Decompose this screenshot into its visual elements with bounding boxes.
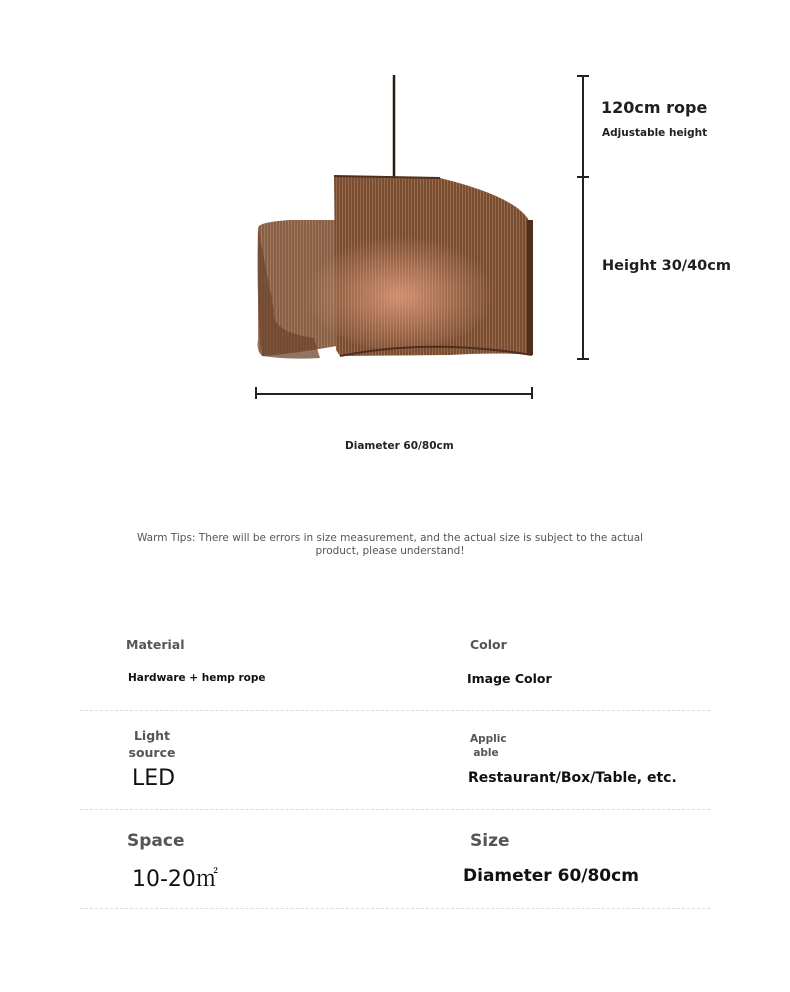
diameter-dimension-line (256, 393, 532, 395)
rope-length-label: 120cm rope (601, 98, 708, 117)
applicable-label-line2: able (473, 747, 499, 759)
rope-top-tick (577, 75, 589, 77)
diameter-left-tick (255, 387, 257, 399)
adjustable-height-label: Adjustable height (602, 127, 708, 139)
applicable-label (470, 732, 507, 760)
spec-divider-1 (80, 710, 710, 711)
applicable-value: Restaurant/Box/Table, etc. (468, 770, 677, 786)
height-dimension-line (582, 177, 584, 359)
space-label: Space (127, 831, 185, 851)
pendant-lamp-image (250, 70, 540, 370)
diameter-label: Diameter 60/80cm (345, 440, 454, 452)
light-label-line2: source (128, 745, 176, 760)
color-label: Color (470, 637, 507, 652)
light-source-value: LED (132, 766, 176, 791)
space-value: 10-20㎡ (132, 867, 218, 892)
height-label: Height 30/40cm (602, 258, 731, 274)
applicable-label-line1: Applic (470, 733, 507, 745)
rope-dimension-line (582, 76, 584, 176)
spec-divider-3 (80, 908, 710, 909)
color-value: Image Color (467, 671, 552, 686)
height-bottom-tick (577, 358, 589, 360)
warm-tips-text: Warm Tips: There will be errors in size measurement, and the actual size is subject to the actual product, please understand! (136, 532, 644, 557)
material-label: Material (126, 637, 185, 652)
material-value: Hardware + hemp rope (128, 672, 266, 684)
spec-divider-2 (80, 809, 710, 810)
diameter-right-tick (531, 387, 533, 399)
size-label: Size (470, 831, 510, 851)
light-source-label (126, 727, 178, 761)
size-value: Diameter 60/80cm (463, 866, 639, 886)
light-label-line1: Light (133, 728, 171, 743)
